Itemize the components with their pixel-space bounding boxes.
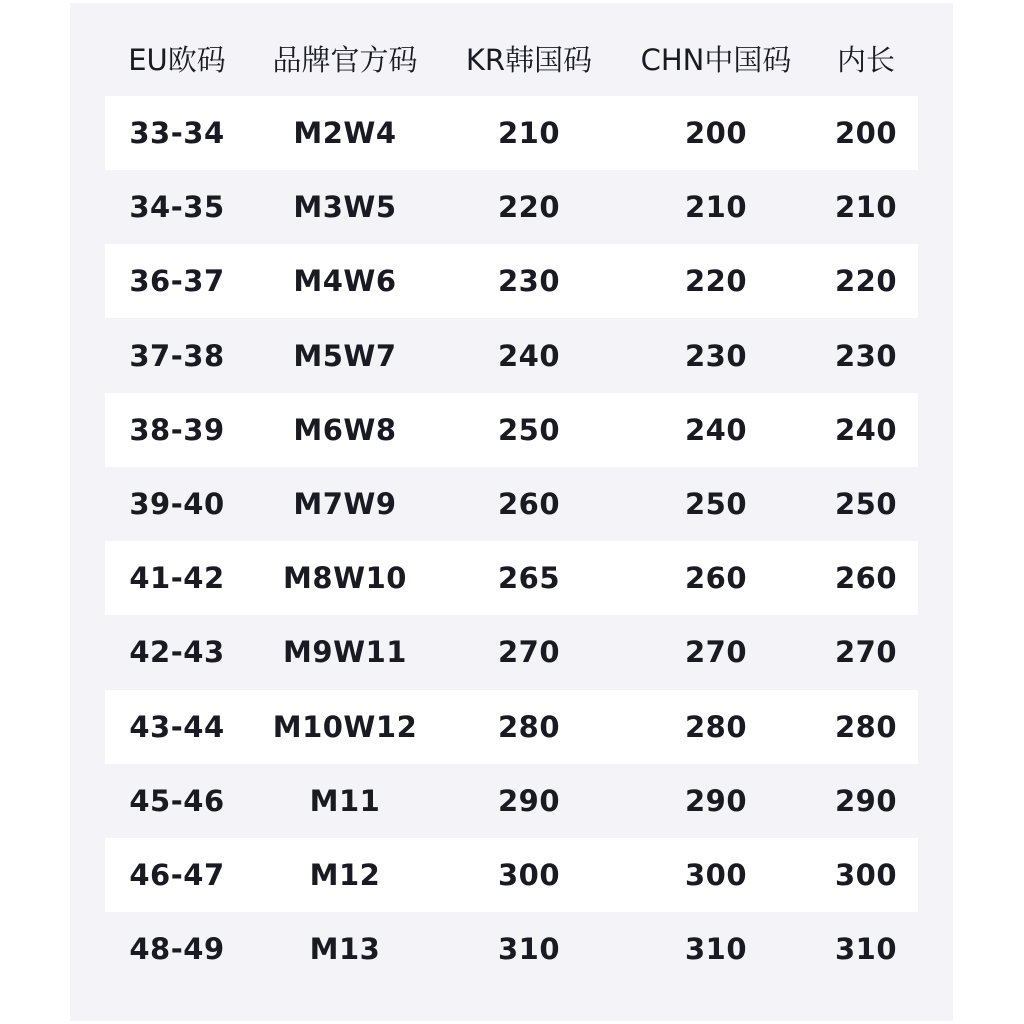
cell-chn-size: 250 (684, 487, 748, 521)
table-row (105, 838, 918, 912)
cell-inner-length: 280 (834, 710, 898, 744)
table-row (105, 912, 918, 986)
cell-kr-size: 210 (497, 116, 561, 150)
cell-kr-size: 220 (497, 190, 561, 224)
cell-kr-size: 270 (497, 635, 561, 669)
cell-chn-size: 260 (684, 561, 748, 595)
header-eu-size: EU欧码 (128, 42, 226, 77)
table-row (105, 690, 918, 764)
cell-eu-size: 33-34 (129, 116, 225, 150)
cell-chn-size: 230 (684, 339, 748, 373)
cell-kr-size: 300 (497, 858, 561, 892)
cell-inner-length: 210 (834, 190, 898, 224)
cell-eu-size: 38-39 (129, 413, 225, 447)
cell-chn-size: 210 (684, 190, 748, 224)
cell-inner-length: 260 (834, 561, 898, 595)
cell-eu-size: 41-42 (129, 561, 225, 595)
cell-kr-size: 310 (497, 932, 561, 966)
cell-eu-size: 36-37 (129, 264, 225, 298)
cell-brand-size: M13 (309, 932, 381, 966)
cell-kr-size: 280 (497, 710, 561, 744)
cell-eu-size: 46-47 (129, 858, 225, 892)
header-kr-size: KR韩国码 (465, 42, 593, 77)
table-row (105, 467, 918, 541)
cell-brand-size: M8W10 (283, 561, 407, 595)
cell-chn-size: 280 (684, 710, 748, 744)
table-row (105, 319, 918, 393)
cell-inner-length: 250 (834, 487, 898, 521)
cell-kr-size: 265 (497, 561, 561, 595)
cell-chn-size: 310 (684, 932, 748, 966)
cell-inner-length: 290 (834, 784, 898, 818)
table-row (105, 96, 918, 170)
header-inner-length: 内长 (836, 42, 895, 77)
cell-eu-size: 48-49 (129, 932, 225, 966)
cell-brand-size: M7W9 (293, 487, 397, 521)
cell-eu-size: 34-35 (129, 190, 225, 224)
cell-brand-size: M12 (309, 858, 381, 892)
cell-chn-size: 220 (684, 264, 748, 298)
cell-kr-size: 260 (497, 487, 561, 521)
cell-inner-length: 230 (834, 339, 898, 373)
cell-brand-size: M6W8 (293, 413, 397, 447)
cell-chn-size: 290 (684, 784, 748, 818)
table-row (105, 764, 918, 838)
cell-inner-length: 270 (834, 635, 898, 669)
cell-inner-length: 200 (834, 116, 898, 150)
cell-chn-size: 240 (684, 413, 748, 447)
cell-chn-size: 300 (684, 858, 748, 892)
cell-inner-length: 240 (834, 413, 898, 447)
cell-brand-size: M3W5 (293, 190, 397, 224)
cell-brand-size: M5W7 (293, 339, 397, 373)
table-row (105, 170, 918, 244)
table-row (105, 541, 918, 615)
cell-eu-size: 37-38 (129, 339, 225, 373)
cell-eu-size: 42-43 (129, 635, 225, 669)
cell-brand-size: M9W11 (283, 635, 407, 669)
cell-brand-size: M4W6 (293, 264, 397, 298)
cell-brand-size: M2W4 (293, 116, 397, 150)
cell-chn-size: 270 (684, 635, 748, 669)
cell-eu-size: 43-44 (129, 710, 225, 744)
cell-inner-length: 220 (834, 264, 898, 298)
cell-brand-size: M10W12 (272, 710, 418, 744)
cell-kr-size: 250 (497, 413, 561, 447)
cell-kr-size: 240 (497, 339, 561, 373)
cell-eu-size: 39-40 (129, 487, 225, 521)
cell-kr-size: 230 (497, 264, 561, 298)
table-row (105, 615, 918, 689)
header-chn-size: CHN中国码 (640, 42, 792, 77)
cell-brand-size: M11 (309, 784, 381, 818)
cell-eu-size: 45-46 (129, 784, 225, 818)
cell-kr-size: 290 (497, 784, 561, 818)
table-row (105, 393, 918, 467)
header-brand-size: 品牌官方码 (272, 42, 418, 77)
table-row (105, 244, 918, 318)
cell-inner-length: 310 (834, 932, 898, 966)
table-header (105, 20, 918, 96)
cell-inner-length: 300 (834, 858, 898, 892)
cell-chn-size: 200 (684, 116, 748, 150)
